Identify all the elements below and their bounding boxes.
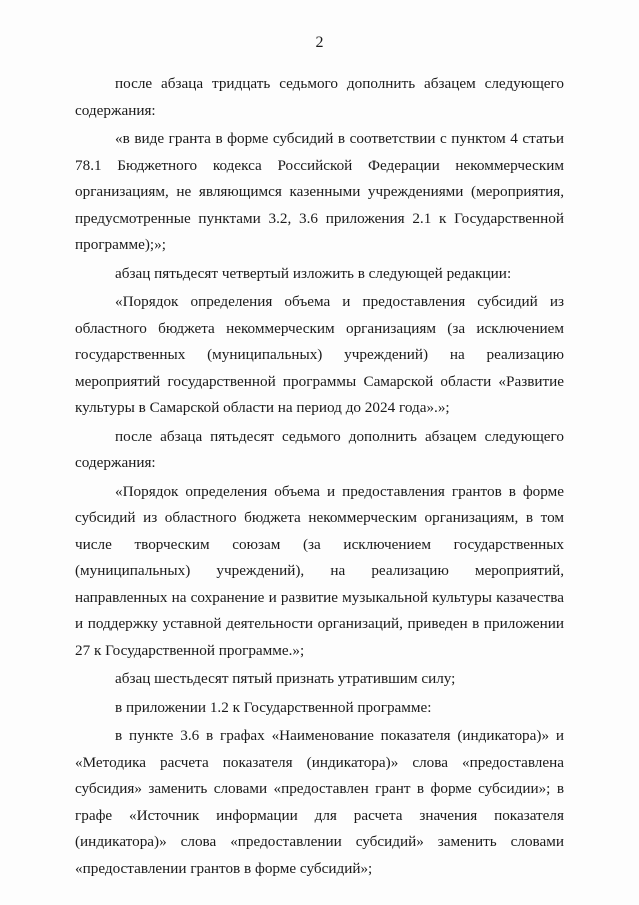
paragraph: «Порядок определения объема и предоставления субсидий из областного бюджета некоммерческим организациям (за исключением государственных (муниципальных) учреждений) на реализацию мероприятий государственной программы Самарской области «Развитие культуры в Самарской области на период до 2024 года».»; — [75, 293, 564, 416]
paragraph: абзац шестьдесят пятый признать утратившим силу; — [115, 670, 456, 687]
paragraph: после абзаца тридцать седьмого дополнить абзацем следующего содержания: — [75, 75, 564, 119]
page-number: 2 — [315, 34, 324, 51]
document-body — [75, 71, 564, 882]
paragraph: «Порядок определения объема и предоставления грантов в форме субсидий из областного бюджета некоммерческим организациям, в том числе творческим союзам (за исключением государственных (муниципальных) учреждений), на реализацию мероприятий, направленных на сохранение и развитие музыкальной культуры казачества и поддержку уставной деятельности организаций, приведен в приложении 27 к Государственной программе.»; — [75, 482, 564, 659]
paragraph: «в виде гранта в форме субсидий в соответствии с пунктом 4 статьи 78.1 Бюджетного кодекса Российской Федерации некоммерческим организациям, не являющимся казенными учреждениями (мероприятия, предусмотренные пунктами 3.2, 3.6 приложения 2.1 к Государственной программе);»; — [75, 130, 564, 253]
paragraph: после абзаца пятьдесят седьмого дополнить абзацем следующего содержания: — [75, 427, 564, 471]
paragraph: в пункте 3.6 в графах «Наименование показателя (индикатора)» и «Методика расчета показателя (индикатора)» слова «предоставлена субсидия» заменить словами «предоставлен грант в форме субсидии»; в графе «Источник информации для расчета значения показателя (индикатора)» слова «предоставлении субсидий» заменить словами «предоставлении грантов в форме субсидий»; — [75, 727, 564, 877]
paragraph: в приложении 1.2 к Государственной программе: — [115, 698, 432, 716]
paragraph: абзац пятьдесят четвертый изложить в следующей редакции: — [115, 264, 512, 282]
